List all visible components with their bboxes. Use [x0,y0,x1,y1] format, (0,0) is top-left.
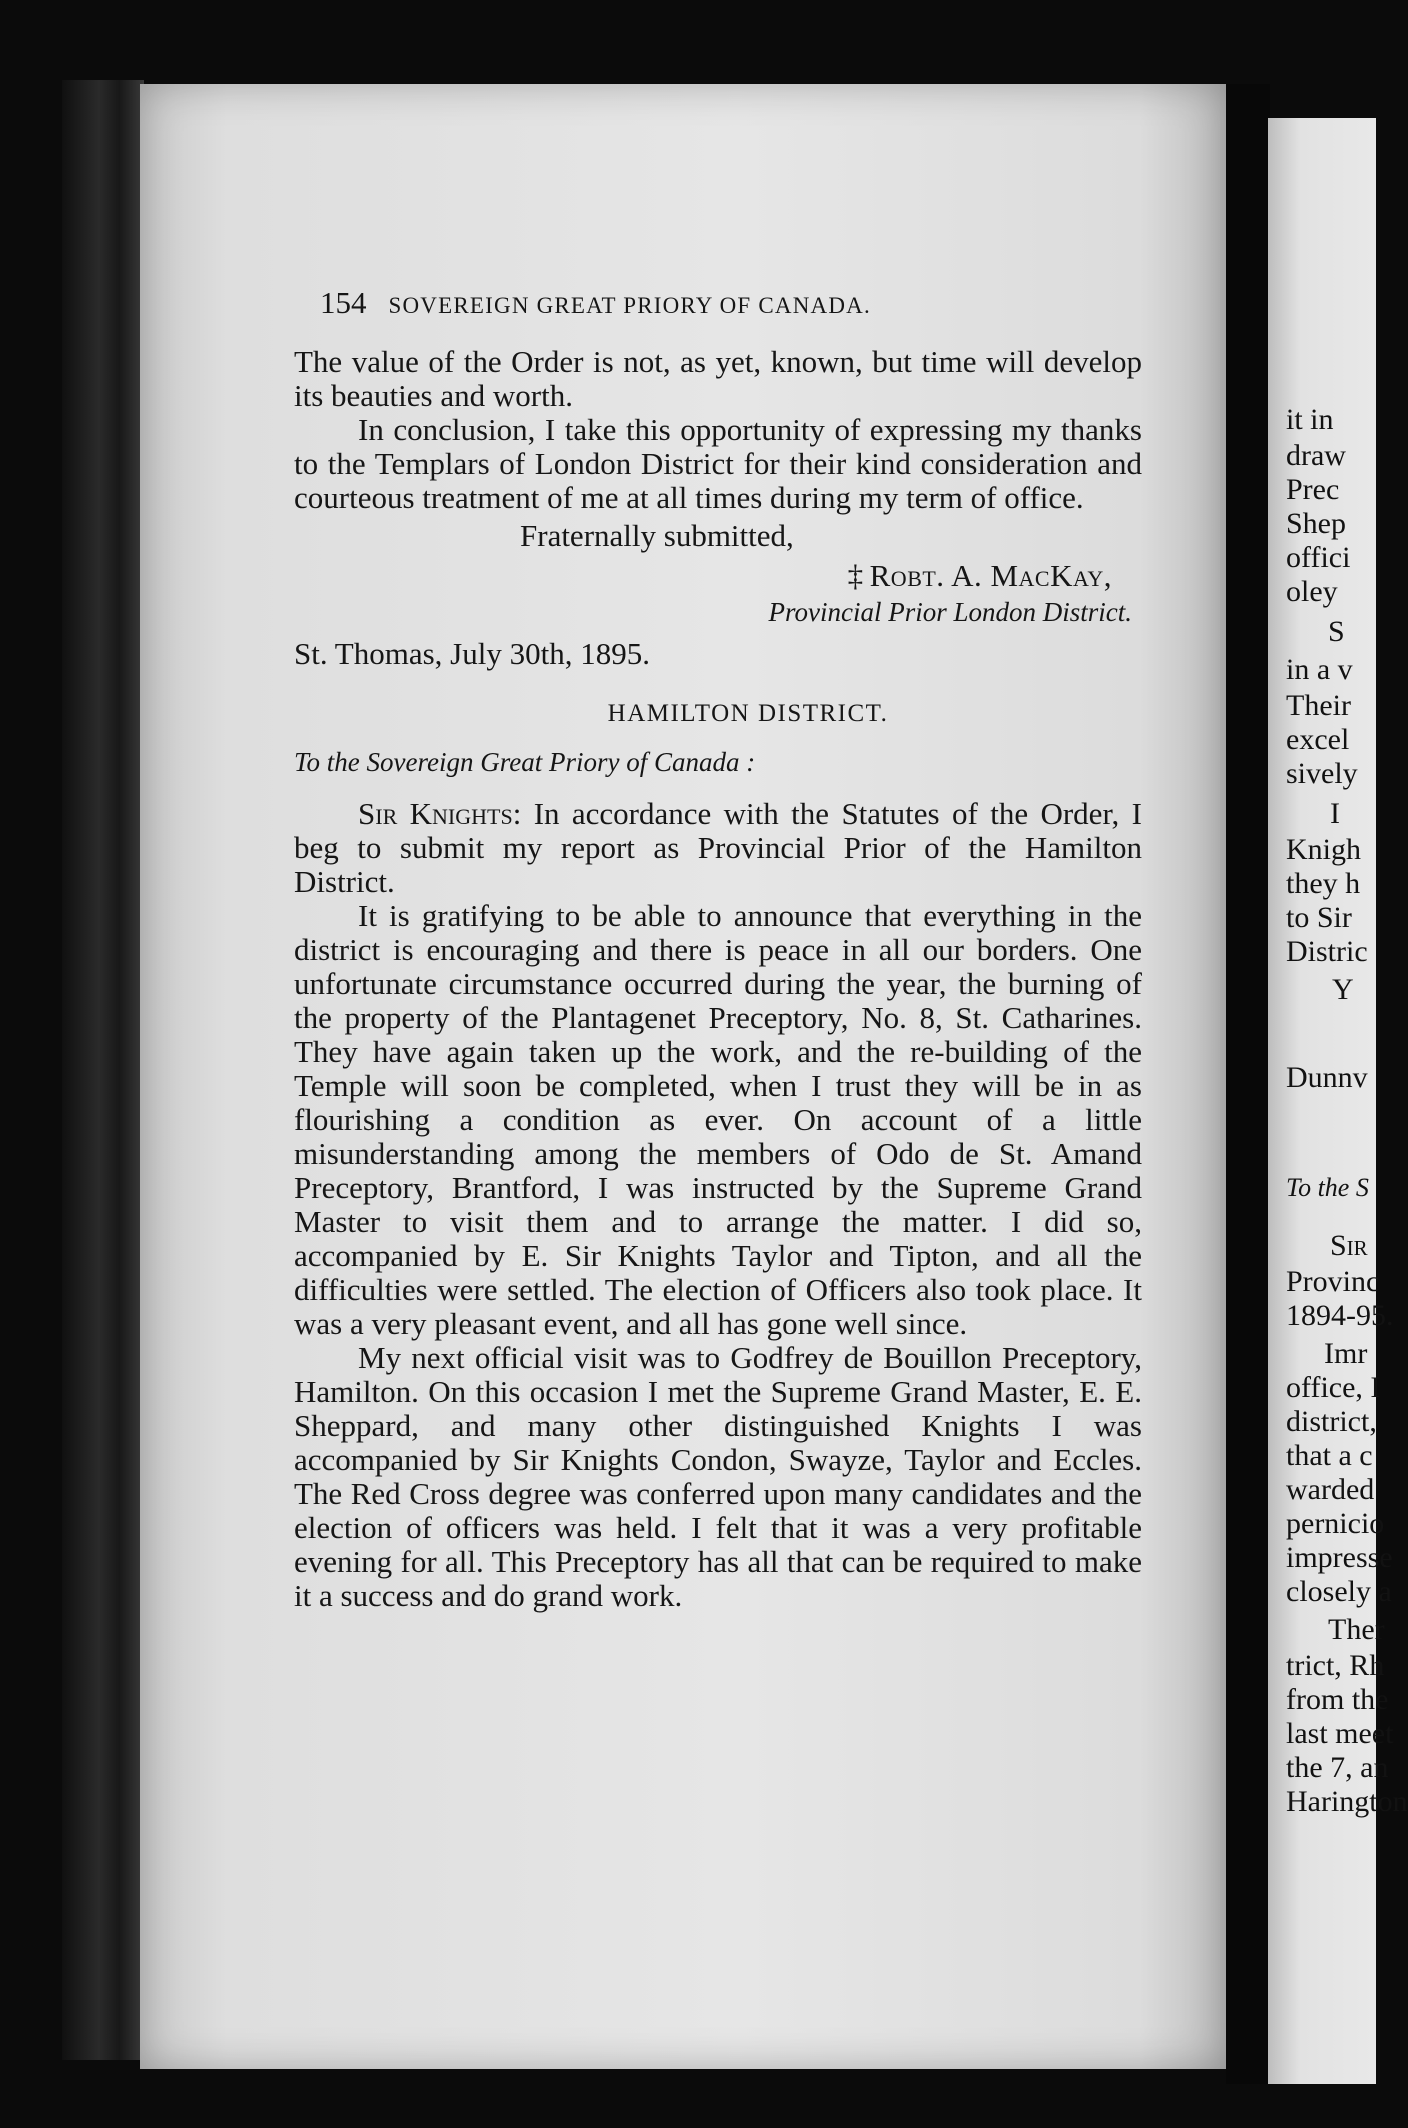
facing-line: impresse [1286,1541,1393,1574]
facing-line: district, [1286,1405,1377,1438]
page-gutter [1226,84,1270,2084]
paragraph-value-of-order: The value of the Order is not, as yet, known, but time will develop its beauties and worth. [294,344,1142,413]
facing-line: Prec [1286,473,1340,506]
facing-line: oley [1286,575,1338,608]
paragraph-official-visit: My next official visit was to Godfrey de Bouillon Preceptory, Hamilton. On this occasion I met the Supreme Grand Master, E. E. Sheppard, and many other distinguished Knights I was accompanied by Sir Knights Condon, Swayze, Taylor and Eccles. The Red Cross degree was conferred upon many candidates and the election of officers was held. I felt that it was a very profitable evening for all. This Preceptory has all that can be required to make it a success and do grand work. [294,1340,1142,1613]
facing-line: I [1330,797,1340,830]
closing-line: Fraternally submitted, [520,518,794,553]
page-content [294,286,1142,1613]
paragraph-sir-knights [294,797,1142,899]
facing-line: Ther [1328,1613,1385,1646]
facing-line: Their [1286,689,1351,722]
facing-line: Shep [1286,507,1346,540]
sir-knights-lead: Sir Knights [358,796,513,831]
page-number: 154 [320,285,367,320]
salutation: To the Sovereign Great Priory of Canada : [294,747,756,777]
signature-title: Provincial Prior London District. [768,597,1132,627]
facing-page-edge [1268,118,1408,2084]
signature [294,559,1112,593]
facing-line: the 7, an [1286,1751,1389,1784]
facing-line: to Sir [1286,901,1352,934]
signature-name: Robt. A. MacKay, [869,558,1112,593]
facing-line: draw [1286,439,1346,472]
facing-line: Dunnv [1286,1061,1368,1094]
facing-line: To the S [1286,1173,1369,1202]
facing-line: Harington [1286,1785,1408,1818]
facing-line: in a v [1286,653,1353,686]
facing-line: it in [1286,403,1334,436]
sir-knights-text: : In accordance with the Statutes of the Order, I beg to submit my report as Provincial Prior of the Hamilton District. [294,796,1142,899]
facing-line: sively [1286,757,1358,790]
facing-line: warded [1286,1473,1375,1506]
facing-line: from the [1286,1683,1389,1716]
running-head [320,286,1142,323]
dateline: St. Thomas, July 30th, 1895. [294,636,650,671]
facing-line: Knigh [1286,833,1361,866]
facing-line: excel [1286,723,1350,756]
facing-line: Imr [1324,1337,1368,1370]
running-title: SOVEREIGN GREAT PRIORY OF CANADA. [388,293,871,318]
facing-line: office, I [1286,1371,1381,1404]
facing-line: they h [1286,867,1361,900]
cross-mark: ‡ [847,558,864,593]
paragraph-conclusion: In conclusion, I take this opportunity of expressing my thanks to the Templars of London District for their kind consideration and courteous treatment of me at all times during my term of office. [294,412,1142,515]
facing-line: Distric [1286,935,1368,968]
facing-line: closely a [1286,1575,1392,1608]
left-binding-edge [62,80,144,2060]
facing-line: offici [1286,541,1351,574]
paragraph-district-report: It is gratifying to be able to announce that everything in the district is encouraging and there is peace in all our borders. One unfortunate circumstance occurred during the year, the burning of the property of the Plantagenet Preceptory, No. 8, St. Catharines. They have again taken up the work, and the re-building of the Temple will soon be completed, when I trust they will be in as flourishing a condition as ever. On account of a little misunderstanding among the members of Odo de St. Amand Preceptory, Brantford, I was instructed by the Supreme Grand Master to visit them and to arrange the matter. I did so, accompanied by E. Sir Knights Taylor and Tipton, and all the difficulties were settled. The election of Officers also took place. It was a very pleasant event, and all has gone well since. [294,898,1142,1341]
facing-line: 1894-95. [1286,1299,1394,1332]
facing-line: pernicio [1286,1507,1385,1540]
facing-line: S [1328,615,1345,648]
facing-line: that a c [1286,1439,1373,1472]
facing-line: Provinc [1286,1265,1380,1298]
facing-line: last meet [1286,1717,1394,1750]
facing-line: Sir [1330,1229,1368,1262]
section-heading: HAMILTON DISTRICT. [607,700,889,727]
facing-line: trict, Rh [1286,1649,1385,1682]
facing-line: Y [1332,973,1354,1006]
